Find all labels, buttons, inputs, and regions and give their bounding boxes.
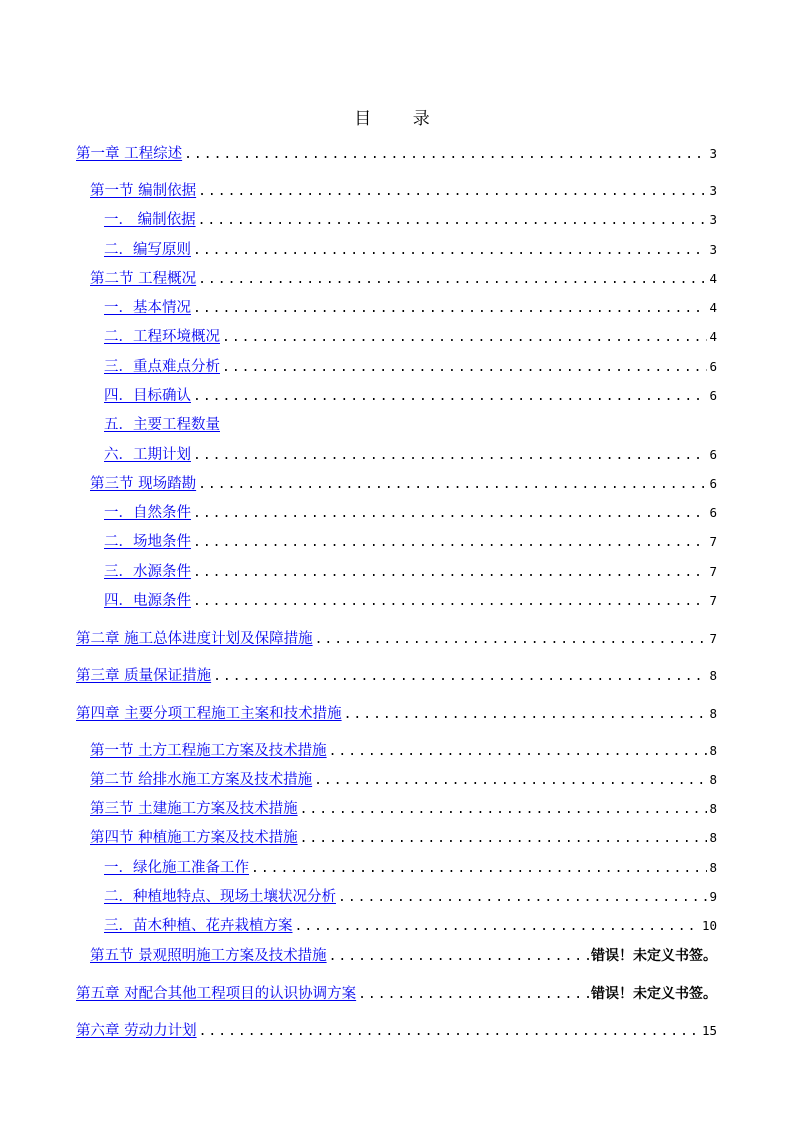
toc-entry[interactable] [104, 385, 717, 407]
toc-page-number: 8 [709, 830, 717, 845]
toc-entry[interactable] [104, 209, 717, 231]
toc-entry[interactable] [90, 827, 717, 849]
toc-entry-link[interactable]: 第一节 编制依据 [90, 183, 197, 199]
toc-entry[interactable] [76, 983, 717, 1005]
toc-page-number: 8 [709, 706, 717, 721]
toc-page-number: 6 [709, 447, 717, 462]
toc-entry[interactable] [90, 945, 717, 967]
toc-page-number: 6 [709, 359, 717, 374]
toc-entry[interactable] [104, 444, 717, 466]
toc-entry[interactable] [104, 502, 717, 524]
toc-entry[interactable] [76, 143, 717, 165]
toc-entry-link[interactable]: 二．工程环境概况 [104, 329, 220, 345]
toc-page-number: 3 [709, 146, 717, 161]
toc-page-number: 8 [709, 743, 717, 758]
toc-leader-dots [198, 269, 707, 291]
toc-entry[interactable] [76, 1020, 717, 1042]
toc-leader-dots [344, 704, 708, 726]
toc-entry[interactable] [90, 740, 717, 762]
toc-leader-dots [193, 562, 707, 584]
toc-page-number: 6 [709, 388, 717, 403]
toc-entry-link[interactable]: 二．场地条件 [104, 534, 191, 550]
toc-leader-dots [300, 799, 708, 821]
toc-entry-link[interactable]: 二．种植地特点、现场土壤状况分析 [104, 889, 336, 905]
toc-entry-link[interactable]: 第二节 工程概况 [90, 271, 197, 287]
toc-leader-dots [315, 629, 708, 651]
toc-entry[interactable] [90, 473, 717, 495]
toc-page-number: 6 [709, 505, 717, 520]
toc-entry-link[interactable]: 第三章 质量保证措施 [76, 668, 212, 684]
toc-leader-dots [184, 144, 707, 166]
toc-page-error: 错误！未定义书签。 [591, 986, 717, 1002]
toc-leader-dots [193, 298, 707, 320]
toc-page-number: 3 [709, 212, 717, 227]
toc-entry-link[interactable]: 一．绿化施工准备工作 [104, 860, 249, 876]
toc-page-number: 3 [709, 183, 717, 198]
toc-entry-link[interactable]: 第五节 景观照明施工方案及技术措施 [90, 948, 327, 964]
toc-leader-dots [193, 532, 707, 554]
toc-entry[interactable] [104, 297, 717, 319]
toc-page-number: 4 [709, 329, 717, 344]
toc-page-number: 4 [709, 300, 717, 315]
toc-page-number: 9 [709, 889, 717, 904]
toc-page-number: 8 [709, 801, 717, 816]
toc-page-number: 15 [701, 1023, 717, 1038]
toc-leader-dots [198, 210, 708, 232]
toc-page-number: 8 [709, 860, 717, 875]
toc-entry-link[interactable]: 第二章 施工总体进度计划及保障措施 [76, 631, 313, 647]
toc-entry-link[interactable]: 六．工期计划 [104, 447, 191, 463]
toc-entry[interactable] [104, 326, 717, 348]
toc-entry[interactable] [104, 590, 717, 612]
toc-page-number: 7 [709, 564, 717, 579]
toc-leader-dots [300, 828, 708, 850]
toc-entry-link[interactable]: 二．编写原则 [104, 242, 191, 258]
toc-page-number: 8 [709, 668, 717, 683]
toc-leader-dots [193, 503, 707, 525]
toc-entry[interactable] [104, 886, 717, 908]
toc-entry-link[interactable]: 一．自然条件 [104, 505, 191, 521]
toc-leader-dots [314, 770, 707, 792]
toc-entry-link[interactable]: 第一节 土方工程施工方案及技术措施 [90, 743, 327, 759]
toc-entry-link[interactable]: 一． 编制依据 [104, 212, 196, 228]
toc-page-number: 7 [709, 534, 717, 549]
toc-entry-link[interactable]: 一．基本情况 [104, 300, 191, 316]
toc-entry[interactable] [104, 915, 717, 937]
toc-entry[interactable] [90, 798, 717, 820]
toc-leader-dots [199, 1021, 700, 1043]
toc-page-error: 错误！未定义书签。 [591, 948, 717, 964]
toc-entry-link[interactable]: 第三节 土建施工方案及技术措施 [90, 801, 298, 817]
toc-entry-link[interactable]: 四．电源条件 [104, 593, 191, 609]
toc-leader-dots [329, 946, 589, 968]
toc-leader-dots [222, 357, 707, 379]
toc-entry[interactable] [104, 356, 717, 378]
toc-entry[interactable] [90, 769, 717, 791]
toc-entry[interactable] [104, 239, 717, 261]
toc-entry-link[interactable]: 第一章 工程综述 [76, 146, 183, 162]
toc-leader-dots [358, 984, 589, 1006]
toc-leader-dots [193, 386, 707, 408]
toc-entry[interactable] [104, 561, 717, 583]
toc-entry[interactable] [90, 268, 717, 290]
toc-leader-dots [295, 916, 700, 938]
toc-leader-dots [193, 591, 707, 613]
toc-entry-link[interactable]: 三．水源条件 [104, 564, 191, 580]
toc-leader-dots [193, 240, 707, 262]
toc-entry[interactable] [90, 180, 717, 202]
toc-entry-link[interactable]: 第二节 给排水施工方案及技术措施 [90, 772, 313, 788]
toc-entry-link[interactable]: 四．目标确认 [104, 388, 191, 404]
toc-page-number: 8 [709, 772, 717, 787]
toc-title: 目 录 [354, 109, 448, 129]
toc-entry[interactable] [76, 703, 717, 725]
toc-entry-link[interactable]: 第六章 劳动力计划 [76, 1023, 197, 1039]
toc-entry-link[interactable]: 第四节 种植施工方案及技术措施 [90, 830, 298, 846]
toc-entry[interactable] [104, 531, 717, 553]
toc-page-number: 7 [709, 593, 717, 608]
toc-page-number: 10 [701, 918, 717, 933]
toc-leader-dots [198, 181, 707, 203]
toc-page-number: 4 [709, 271, 717, 286]
toc-leader-dots [251, 858, 707, 880]
toc-leader-dots [222, 327, 707, 349]
toc-entry[interactable] [104, 857, 717, 879]
toc-entry-link[interactable]: 第四章 主要分项工程施工主案和技术措施 [76, 706, 342, 722]
toc-entry-link[interactable]: 三．重点难点分析 [104, 359, 220, 375]
toc-page-number: 3 [709, 242, 717, 257]
toc-page-number: 7 [709, 631, 717, 646]
toc-leader-dots [198, 474, 707, 496]
toc-entry[interactable] [76, 665, 717, 687]
toc-entry[interactable] [104, 414, 717, 436]
toc-leader-dots [213, 666, 707, 688]
toc-leader-dots [329, 741, 708, 763]
toc-leader-dots [338, 887, 707, 909]
toc-entry-link[interactable]: 三．苗木种植、花卉栽植方案 [104, 918, 293, 934]
toc-entry-link[interactable]: 第三节 现场踏勘 [90, 476, 197, 492]
toc-leader-dots [193, 445, 707, 467]
toc-entry-link[interactable]: 第五章 对配合其他工程项目的认识协调方案 [76, 986, 357, 1002]
toc-page-number: 6 [709, 476, 717, 491]
toc-entry-link[interactable]: 五．主要工程数量 [104, 417, 220, 433]
toc-entry[interactable] [76, 628, 717, 650]
